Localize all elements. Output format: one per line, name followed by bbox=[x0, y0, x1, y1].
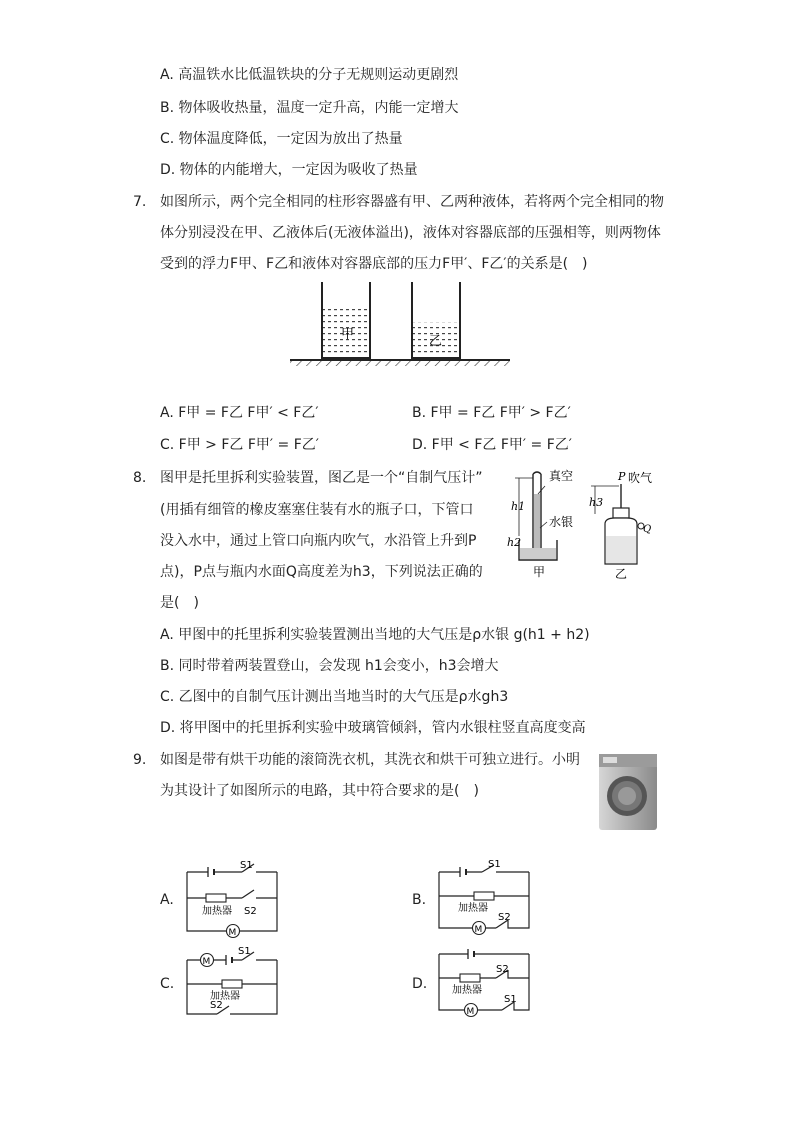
q7-option-d: D. F甲 < F乙 F甲′ = F乙′ bbox=[412, 437, 572, 453]
q9-stem-line2: 为其设计了如图所示的电路，其中符合要求的是( ) bbox=[160, 783, 479, 799]
c-motor: M bbox=[202, 957, 211, 967]
q8-stem-line1: 图甲是托里拆利实验装置，图乙是一个“自制气压计” bbox=[160, 470, 483, 486]
d-s2: S2 bbox=[496, 964, 509, 975]
label-h1: h1 bbox=[511, 500, 526, 513]
label-mercury: 水银 bbox=[549, 515, 574, 529]
circuit-c bbox=[182, 942, 282, 1022]
q9-number: 9. bbox=[133, 752, 147, 768]
d-s1: S1 bbox=[504, 994, 517, 1005]
q7-option-c: C. F甲 > F乙 F甲′ = F乙′ bbox=[160, 437, 319, 453]
q9-option-d-label: D. bbox=[412, 976, 428, 992]
q8-stem-line4: 点)，P点与瓶内水面Q高度差为h3，下列说法正确的 bbox=[160, 564, 483, 580]
label-jia: 甲 bbox=[341, 327, 355, 342]
q7-stem-line3: 受到的浮力F甲、F乙和液体对容器底部的压力F甲′、F乙′的关系是( ) bbox=[160, 256, 588, 272]
d-motor: M bbox=[466, 1007, 475, 1017]
a-motor: M bbox=[228, 928, 237, 938]
q6-option-d: D. 物体的内能增大，一定因为吸收了热量 bbox=[160, 162, 418, 178]
c-heater: 加热器 bbox=[210, 991, 240, 1002]
label-q: Q bbox=[643, 524, 652, 535]
q6-option-b: B. 物体吸收热量，温度一定升高，内能一定增大 bbox=[160, 100, 459, 116]
b-s2: S2 bbox=[498, 912, 511, 923]
q8-stem-line5: 是( ) bbox=[160, 595, 199, 611]
q8-option-d: D. 将甲图中的托里拆利实验中玻璃管倾斜，管内水银柱竖直高度变高 bbox=[160, 720, 586, 736]
a-heater: 加热器 bbox=[202, 906, 232, 917]
c-s2: S2 bbox=[210, 1000, 223, 1011]
q7-stem-line2: 体分别浸没在甲、乙液体后(无液体溢出)，液体对容器底部的压强相等，则两物体 bbox=[160, 225, 661, 241]
q7-option-b: B. F甲 = F乙 F甲′ > F乙′ bbox=[412, 405, 571, 421]
q7-stem-line1: 如图所示，两个完全相同的柱形容器盛有甲、乙两种液体，若将两个完全相同的物 bbox=[160, 194, 664, 210]
q6-option-c: C. 物体温度降低，一定因为放出了热量 bbox=[160, 131, 403, 147]
label-blow: 吹气 bbox=[628, 471, 653, 485]
label-yi: 乙 bbox=[429, 334, 443, 349]
q7-number: 7. bbox=[133, 194, 147, 210]
q9-stem-line1: 如图是带有烘干功能的滚筒洗衣机，其洗衣和烘干可独立进行。小明 bbox=[160, 752, 580, 768]
q8-barometer-figure bbox=[505, 466, 665, 584]
q9-option-b-label: B. bbox=[412, 892, 427, 908]
q8-option-b: B. 同时带着两装置登山，会发现 h1会变小，h3会增大 bbox=[160, 658, 499, 674]
label-vacuum: 真空 bbox=[549, 469, 574, 483]
d-heater: 加热器 bbox=[452, 985, 482, 996]
q8-option-a: A. 甲图中的托里拆利实验装置测出当地的大气压是ρ水银 g(h1 + h2) bbox=[160, 627, 590, 643]
label-p: P bbox=[618, 470, 626, 483]
a-s1: S1 bbox=[240, 860, 253, 871]
q9-option-c-label: C. bbox=[160, 976, 175, 992]
b-s1: S1 bbox=[488, 859, 501, 870]
label-jia-fig: 甲 bbox=[533, 565, 546, 579]
q8-stem-line2: (用插有细管的橡皮塞塞住装有水的瓶子口，下管口 bbox=[160, 502, 474, 518]
q8-option-c: C. 乙图中的自制气压计测出当地当时的大气压是ρ水gh3 bbox=[160, 689, 509, 705]
circuit-d bbox=[434, 942, 534, 1022]
q9-option-a-label: A. bbox=[160, 892, 174, 908]
b-heater: 加热器 bbox=[458, 903, 488, 914]
q7-option-a: A. F甲 = F乙 F甲′ < F乙′ bbox=[160, 405, 319, 421]
q8-stem-line3: 没入水中，通过上管口向瓶内吹气，水沿管上升到P bbox=[160, 533, 477, 549]
b-motor: M bbox=[474, 925, 483, 935]
circuit-a bbox=[182, 856, 282, 942]
c-s1: S1 bbox=[238, 946, 251, 957]
a-s2: S2 bbox=[244, 906, 257, 917]
label-h2: h2 bbox=[507, 536, 522, 549]
label-h3: h3 bbox=[589, 496, 604, 509]
washing-machine-image bbox=[597, 752, 659, 832]
circuit-b bbox=[434, 856, 534, 942]
q8-number: 8. bbox=[133, 470, 147, 486]
q6-option-a: A. 高温铁水比低温铁块的分子无规则运动更剧烈 bbox=[160, 67, 459, 83]
q7-containers-figure bbox=[285, 278, 515, 368]
label-yi-fig: 乙 bbox=[615, 567, 628, 581]
